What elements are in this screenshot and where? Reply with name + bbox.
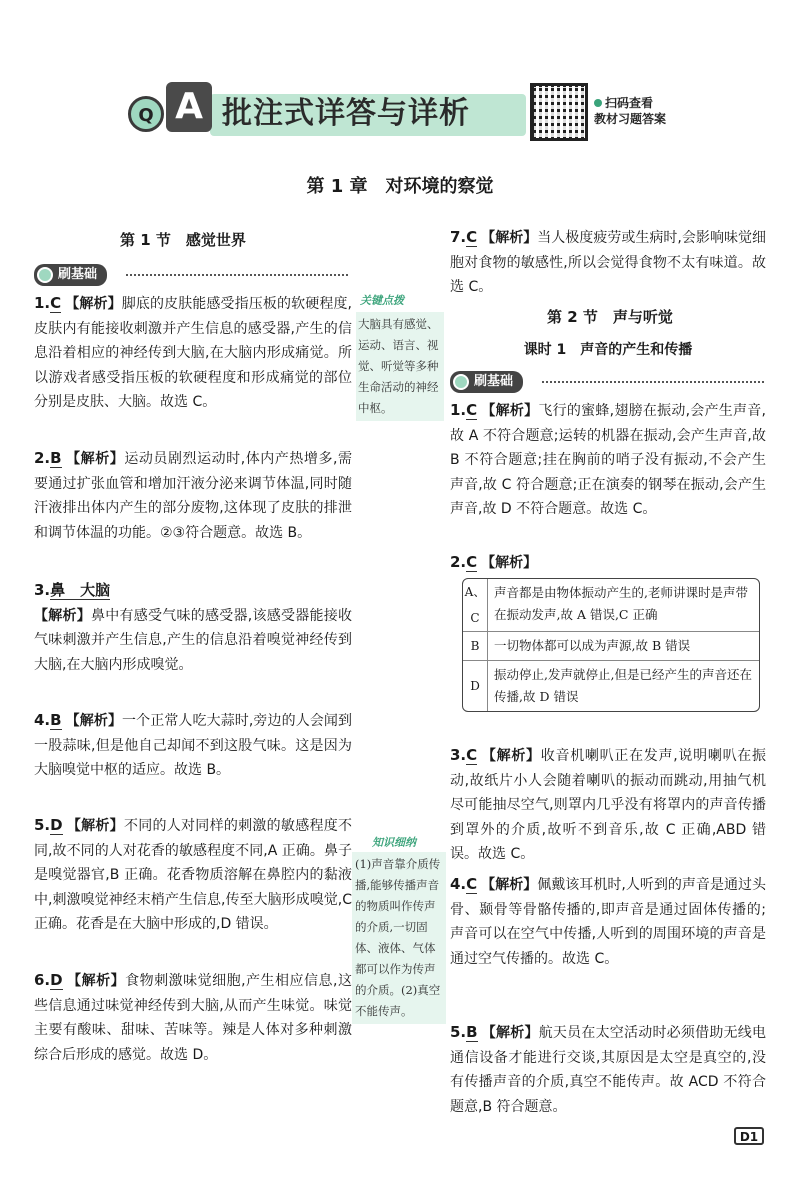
lesson-title: 课时 1 声音的产生和传播	[523, 342, 693, 358]
answer-item-6	[34, 968, 352, 1067]
scan-line2: 教材习题答案	[594, 112, 667, 126]
table-value: 振动停止,发声就停止,但是已经产生的声音还在传播,故 D 错误	[494, 667, 752, 704]
item-text: 佩戴该耳机时,人听到的声音是通过头骨、颞骨等骨骼传播的,即声音是通过固体传播的;声音可以在空气中传播,人听到的周围环境的声音是通过空气传播的。故选 C。	[450, 877, 766, 967]
table-key: B	[463, 632, 488, 660]
item-number: 2.	[34, 449, 51, 467]
table-key: A、C	[463, 579, 488, 631]
item-number: 4.	[450, 875, 467, 893]
drill-label: 刷基础	[34, 264, 107, 286]
table-row	[463, 631, 759, 660]
analysis-tag: 【解析】	[481, 877, 538, 893]
analysis-tag: 【解析】	[66, 818, 124, 834]
knowledge-note: (1)声音靠介质传播,能够传播声音的物质叫作传声的介质,一切固体、液体、气体都可以作为传声的介质。(2)真空不能传声。	[352, 852, 446, 1024]
item-answer: D	[50, 971, 63, 989]
item-number: 1.	[450, 401, 467, 419]
drill-label: 刷基础	[450, 371, 523, 393]
answer-item-5	[34, 813, 352, 937]
item-answer: C	[466, 228, 478, 246]
item-answer: C	[50, 294, 62, 312]
item-number: 3.	[34, 581, 51, 599]
item-number: 7.	[450, 228, 467, 246]
item-text: 航天员在太空活动时必须借助无线电通信设备才能进行交谈,其原因是太空是真空的,没有传播声音的介质,真空不能传声。故 ACD 不符合题意,B 符合题意。	[450, 1025, 767, 1115]
analysis-tag: 【解析】	[34, 607, 92, 624]
item-text: 鼻中有感受气味的感受器,该感受器能接收气味刺激并产生信息,产生的信息沿着嗅觉神经传到大脑,在大脑内形成嗅觉。	[34, 607, 353, 673]
item-text: 飞行的蜜蜂,翅膀在振动,会产生声音,故 A 不符合题意;运转的机器在振动,会产生声音,故 B 不符合题意;挂在胸前的哨子没有振动,不会产生声音,故 C 符合题意;正在演奏的钢琴在振动,会产生声音,故 D 不符合题意。故选 C。	[450, 403, 766, 517]
scan-line1: 扫码查看	[605, 96, 654, 110]
analysis-tag: 【解析】	[481, 748, 541, 764]
table-row	[463, 579, 759, 631]
item-number: 3.	[450, 746, 467, 764]
item-number: 6.	[34, 971, 51, 989]
answer-item-3	[34, 578, 352, 677]
header-title: 批注式详答与详析	[222, 96, 470, 131]
item-answer: B	[466, 1023, 478, 1041]
table-key: D	[463, 661, 488, 711]
knowledge-heading: 知识细纳	[372, 836, 416, 849]
answer-item-4	[34, 708, 352, 783]
analysis-tag: 【解析】	[65, 713, 123, 729]
item-answer: C	[466, 746, 478, 764]
item-number: 2.	[450, 553, 467, 571]
analysis-tag: 【解析】	[481, 230, 538, 246]
item-text: 运动员剧烈运动时,体内产热增多,需要通过扩张血管和增加汗液分泌来调节体温,同时随汗液排出体内产生的部分废物,这体现了皮肤的排泄和调节体温的功能。②③符合题意。故选 B。	[34, 451, 353, 541]
table-value: 声音都是由物体振动产生的,老师讲课时是声带在振动发声,故 A 错误,C 正确	[494, 585, 748, 622]
item-number: 5.	[34, 816, 51, 834]
item-answer: D	[50, 816, 63, 834]
item-answer: C	[466, 875, 478, 893]
item-answer: B	[50, 711, 62, 729]
page-number: D1	[734, 1127, 764, 1145]
q-badge: Q	[128, 96, 164, 132]
analysis-tag: 【解析】	[481, 1025, 539, 1041]
drill-header-right	[450, 370, 766, 392]
table-value: 一切物体都可以成为声源,故 B 错误	[494, 638, 691, 653]
answer-item-7	[450, 225, 766, 300]
answer-item-2	[34, 446, 352, 545]
analysis-table	[462, 578, 760, 712]
item-text: 食物刺激味觉细胞,产生相应信息,这些信息通过味觉神经传到大脑,从而产生味觉。味觉主要有酸味、甜味、苦味等。辣是人体对多种刺激综合后形成的感觉。故选 D。	[34, 973, 352, 1063]
answer-item-r1	[450, 398, 766, 522]
analysis-tag: 【解析】	[65, 296, 122, 312]
item-number: 5.	[450, 1023, 467, 1041]
item-text: 不同的人对同样的刺激的敏感程度不同,故不同的人对花香的敏感程度不同,A 正确。鼻子是嗅觉器官,B 正确。花香物质溶解在鼻腔内的黏液中,刺激嗅觉神经末梢产生信息,传至大脑形成嗅觉,C 正确。花香是在大脑中形成的,D 错误。	[34, 818, 353, 932]
item-text: 脚底的皮肤能感受指压板的软硬程度,皮肤内有能接收刺激并产生信息的感受器,产生的信息沿着相应的神经传到大脑,在大脑内形成痛觉。所以游戏者感受指压板的软硬程度和形成痛觉的部位分别是皮肤、大脑。故选 C。	[34, 296, 353, 410]
key-tips-note: 大脑具有感觉、运动、语言、视觉、听觉等多种生命活动的神经中枢。	[356, 312, 444, 421]
dotted-divider	[126, 274, 348, 276]
key-tips-heading: 关键点拨	[360, 294, 404, 307]
analysis-tag: 【解析】	[66, 973, 126, 989]
scan-caption	[594, 95, 666, 127]
drill-header-left	[34, 263, 350, 285]
item-number: 4.	[34, 711, 51, 729]
answer-item-r2	[450, 550, 766, 576]
answer-item-r5	[450, 1020, 766, 1119]
section-title-1: 第 1 节 感觉世界	[120, 231, 246, 249]
item-answer: B	[50, 449, 62, 467]
dotted-divider	[542, 381, 764, 383]
item-number: 1.	[34, 294, 51, 312]
a-badge: A	[166, 82, 212, 132]
table-row	[463, 660, 759, 711]
chapter-title: 第 1 章 对环境的察觉	[306, 176, 494, 197]
header-banner	[128, 88, 526, 138]
scan-dot-icon	[594, 99, 602, 107]
analysis-tag: 【解析】	[65, 451, 125, 467]
item-text: 收音机喇叭正在发声,说明喇叭在振动,故纸片小人会随着喇叭的振动而跳动,用抽气机尽可能抽尽空气,则罩内几乎没有将罩内的声音传播到罩外的介质,故听不到音乐,故 C 正确,ABD 错误。故选 C。	[450, 748, 767, 862]
item-answer: C	[466, 553, 478, 571]
item-answer: C	[466, 401, 478, 419]
item-answer: 鼻 大脑	[50, 581, 111, 599]
item-text: 一个正常人吃大蒜时,旁边的人会闻到一股蒜味,但是他自己却闻不到这股气味。这是因为大脑嗅觉中枢的适应。故选 B。	[34, 713, 352, 778]
answer-item-r3	[450, 743, 766, 867]
section-title-2: 第 2 节 声与听觉	[547, 308, 673, 326]
qr-code-pattern	[534, 87, 584, 137]
analysis-tag: 【解析】	[481, 555, 538, 571]
answer-item-r4	[450, 872, 766, 971]
analysis-tag: 【解析】	[481, 403, 539, 419]
item-text: 当人极度疲劳或生病时,会影响味觉细胞对食物的敏感性,所以会觉得食物不太有味道。故选 C。	[450, 230, 766, 295]
